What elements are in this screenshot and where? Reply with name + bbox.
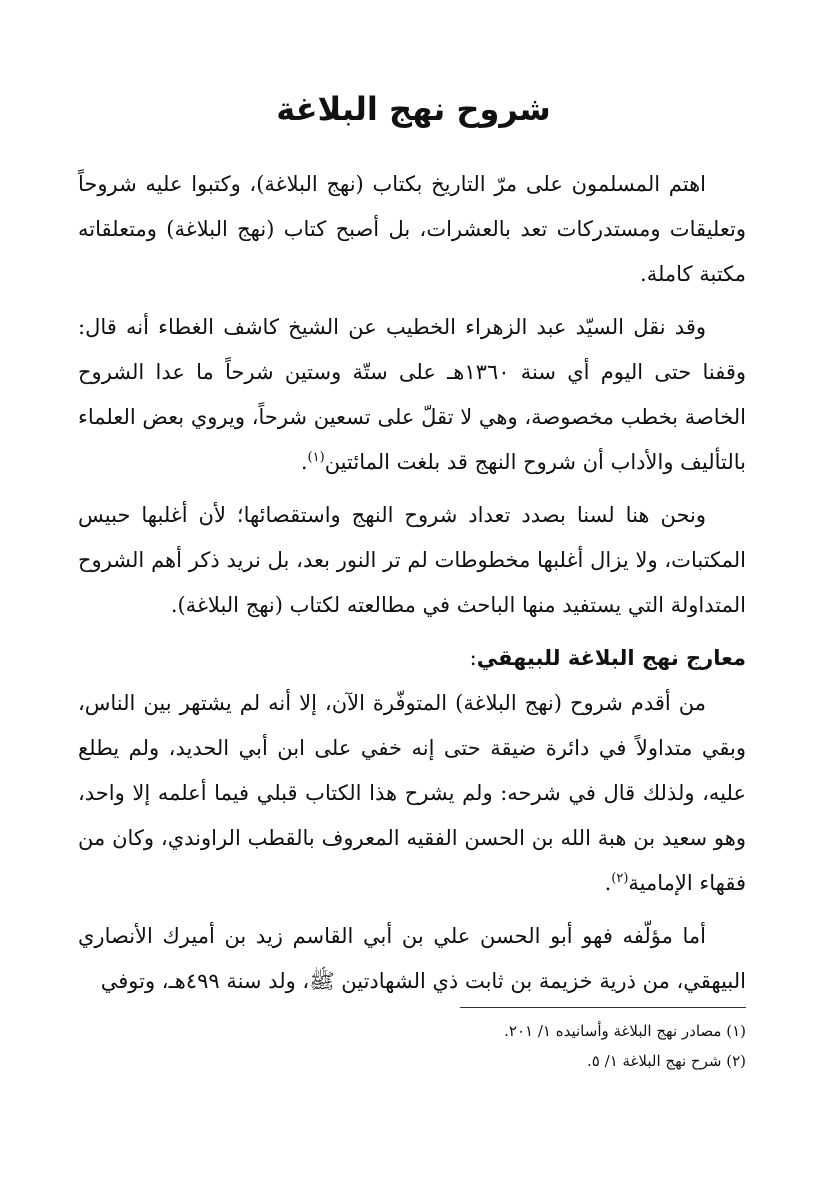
paragraph-text: ونحن هنا لسنا بصدد تعداد شروح النهج واستقصائها؛ لأن أغلبها حبيس المكتبات، ولا يزال أغلبها مخطوطات لم تر النور بعد، بل نريد ذكر أهم الشروح المتداولة التي يستفيد منها الباحث في مطالعته لكتاب (نهج البلاغة). xyxy=(78,503,746,617)
section-heading-colon: : xyxy=(469,646,477,670)
footnote-divider xyxy=(460,1007,746,1008)
section-heading xyxy=(78,636,746,681)
paragraph-section-1 xyxy=(78,681,746,906)
main-text xyxy=(78,162,746,1012)
footnote-marker: (١) xyxy=(307,450,325,465)
paragraph-intro xyxy=(78,162,746,297)
footnote-1: (١) مصادر نهج البلاغة وأسانيده ١/ ٢٠١. xyxy=(504,1022,746,1040)
paragraph-text: من أقدم شروح (نهج البلاغة) المتوفّرة الآن، إلا أنه لم يشتهر بين الناس، وبقي متداولاً في دائرة ضيقة حتى إنه خفي على ابن أبي الحديد، ولم يطلع عليه، ولذلك قال في شرحه: ولم يشرح هذا الكتاب قبلي فيما أعلمه إلا واحد، وهو سعيد بن هبة الله بن الحسن الفقيه المعروف بالقطب الراوندي، وكان من فقهاء الإمامية xyxy=(78,691,746,895)
paragraph-end: . xyxy=(300,450,308,474)
paragraph-scope xyxy=(78,493,746,628)
footnote-2: (٢) شرح نهج البلاغة ١/ ٥. xyxy=(587,1052,746,1070)
page-title: شروح نهج البلاغة xyxy=(276,90,551,128)
paragraph-text: أما مؤلّفه فهو أبو الحسن علي بن أبي القاسم زيد بن أميرك الأنصاري البيهقي، من ذرية خزيمة بن ثابت ذي الشهادتين ﷺ، ولد سنة ٤٩٩هـ، وتوفي xyxy=(78,924,746,993)
section-heading-text: معارج نهج البلاغة للبيهقي xyxy=(476,646,746,670)
paragraph-quote xyxy=(78,305,746,485)
footnote-marker: (٢) xyxy=(611,871,629,886)
paragraph-text: اهتم المسلمون على مرّ التاريخ بكتاب (نهج البلاغة)، وكتبوا عليه شروحاً وتعليقات ومستدركات تعد بالعشرات، بل أصبح كتاب (نهج البلاغة) ومتعلقاته مكتبة كاملة. xyxy=(78,172,746,286)
paragraph-text: وقد نقل السيّد عبد الزهراء الخطيب عن الشيخ كاشف الغطاء أنه قال: وقفنا حتى اليوم أي سنة ١٣٦٠هـ على ستّة وستين شرحاً ما عدا الشروح الخاصة بخطب مخصوصة، وهي لا تقلّ على تسعين شرحاً، ويروي بعض العلماء بالتأليف والأداب أن شروح النهج قد بلغت المائتين xyxy=(78,315,746,474)
footnotes xyxy=(78,1007,746,1076)
paragraph-end: . xyxy=(604,871,612,895)
paragraph-section-2 xyxy=(78,914,746,1004)
